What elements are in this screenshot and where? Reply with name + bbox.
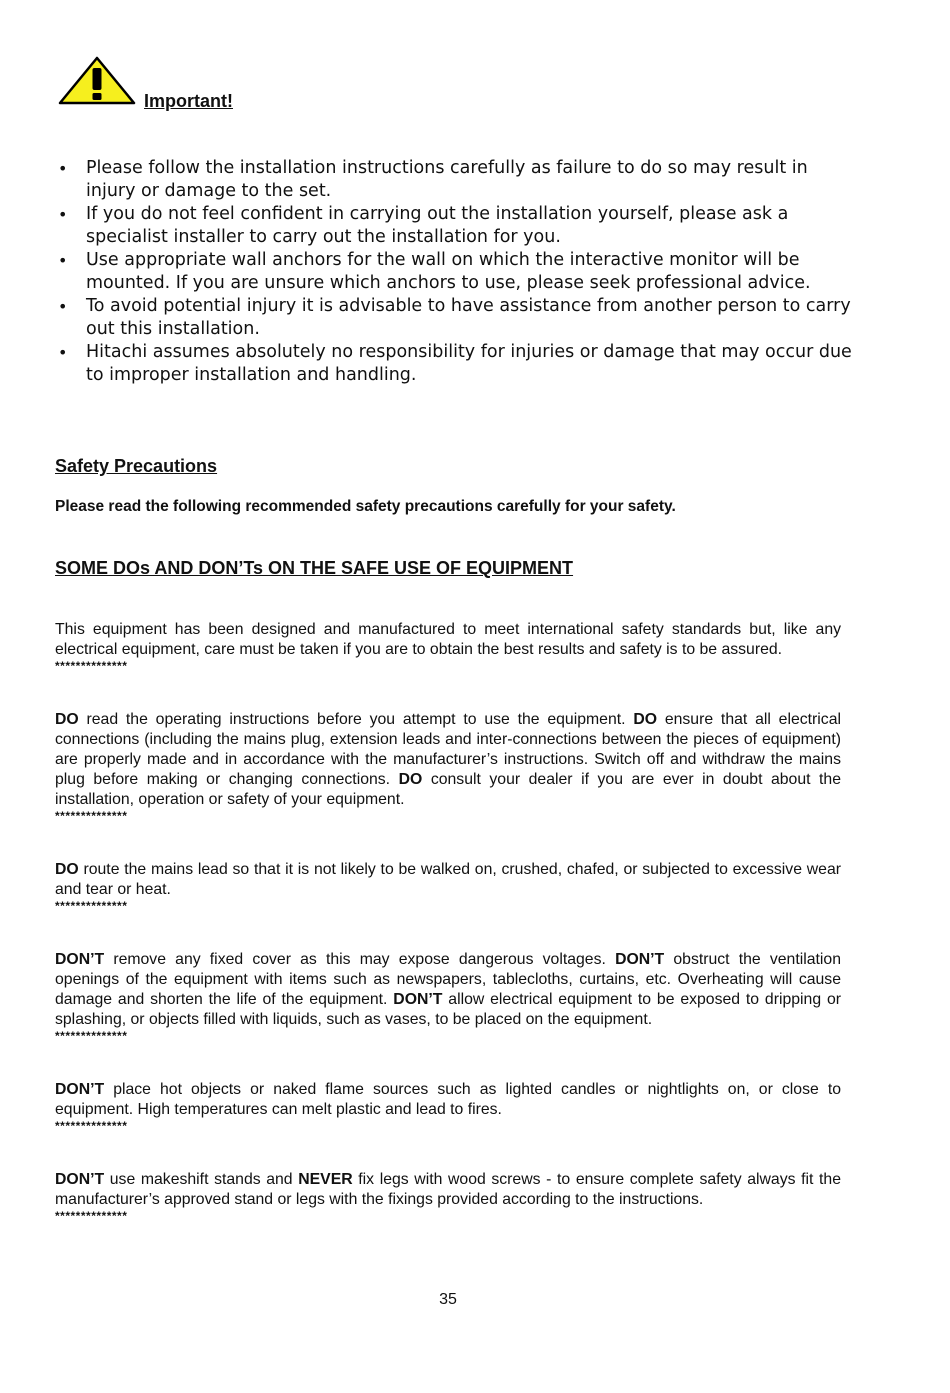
list-item: • Use appropriate wall anchors for the wall on which the interactive monitor will be mounted. If you are unsure which anchors to use, please seek professional advice. [56,249,856,295]
safety-paragraph [55,1080,841,1120]
intro-paragraph: This equipment has been designed and manufactured to meet international safety standards but, like any electrical equipment, care must be taken if you are to obtain the best results and safety is to be assured. [55,621,841,658]
paragraph-text: obstruct the ventilation openings of the equipment with items such as newspapers, tablecloths, curtains, etc. Overheating will cause damage and shorten the life of the equipment. [55,951,841,1008]
safety-paragraph [55,1170,841,1210]
paragraph-text: read the operating instructions before you attempt to use the equipment. [78,711,634,728]
keyword: DO [55,711,79,728]
safety-body [55,620,841,1260]
list-item: • To avoid potential injury it is advisable to have assistance from another person to carry out this installation. [56,295,856,341]
separator: ************** [55,659,128,673]
list-item: • If you do not feel confident in carrying out the installation yourself, please ask a specialist installer to carry out the installation for you. [56,203,856,249]
paragraph-text: remove any fixed cover as this may expose dangerous voltages. [104,951,616,968]
keyword: DON’T [55,1081,105,1098]
paragraph-text: ensure that all electrical connections (including the mains plug, extension leads and inter-connections between the pieces of equipment) are properly made and in accordance with the manufacturer’s instructions. Switch off and withdraw the mains plug before making or changing connections. [55,711,842,788]
keyword: NEVER [298,1171,353,1188]
separator: ************** [55,899,128,913]
paragraph-text: consult your dealer if you are ever in doubt about the installation, operation or safety of your equipment. [55,771,842,808]
separator: ************** [55,809,128,823]
page-number: 35 [439,1291,457,1308]
keyword: DON’T [55,951,105,968]
dos-donts-paragraphs [55,710,841,1260]
paragraph-text: route the mains lead so that it is not likely to be walked on, crushed, chafed, or subjected to excessive wear and tear or heat. [55,861,841,898]
separator: ************** [55,1209,128,1223]
safety-precautions-heading: Safety Precautions [55,456,218,476]
keyword: DO [633,711,658,728]
safety-paragraph [55,860,841,900]
dos-and-donts-heading: SOME DOs AND DON’Ts ON THE SAFE USE OF EQUIPMENT [55,558,574,578]
separator: ************** [55,1119,128,1133]
separator: ************** [55,1029,128,1043]
paragraph-text: fix legs with wood screws - to ensure complete safety always fit the manufacturer’s approved stand or legs with the fixings provided according to the instructions. [55,1171,841,1208]
list-item: • Please follow the installation instructions carefully as failure to do so may result in injury or damage to the set. [56,157,856,203]
keyword: DON’T [55,1171,105,1188]
paragraph-text: use makeshift stands and [104,1171,299,1188]
safety-paragraph [55,950,841,1030]
list-item: • Hitachi assumes absolutely no responsibility for injuries or damage that may occur due to improper installation and handling. [56,341,856,387]
important-label: Important! [144,91,233,111]
keyword: DO [398,771,423,788]
read-instructions-line: Please read the following recommended safety precautions carefully for your safety. [55,498,676,515]
keyword: DON’T [393,991,443,1008]
keyword: DON’T [615,951,665,968]
paragraph-text: allow electrical equipment to be exposed to dripping or splashing, or objects filled with liquids, such as vases, to be placed on the equipment. [55,991,841,1028]
paragraph-text: place hot objects or naked flame sources such as lighted candles or nightlights on, or close to equipment. High temperatures can melt plastic and lead to fires. [55,1081,841,1118]
safety-paragraph [55,710,841,810]
installation-warnings-list [56,157,856,387]
warning-triangle-icon [58,56,136,106]
keyword: DO [55,861,79,878]
